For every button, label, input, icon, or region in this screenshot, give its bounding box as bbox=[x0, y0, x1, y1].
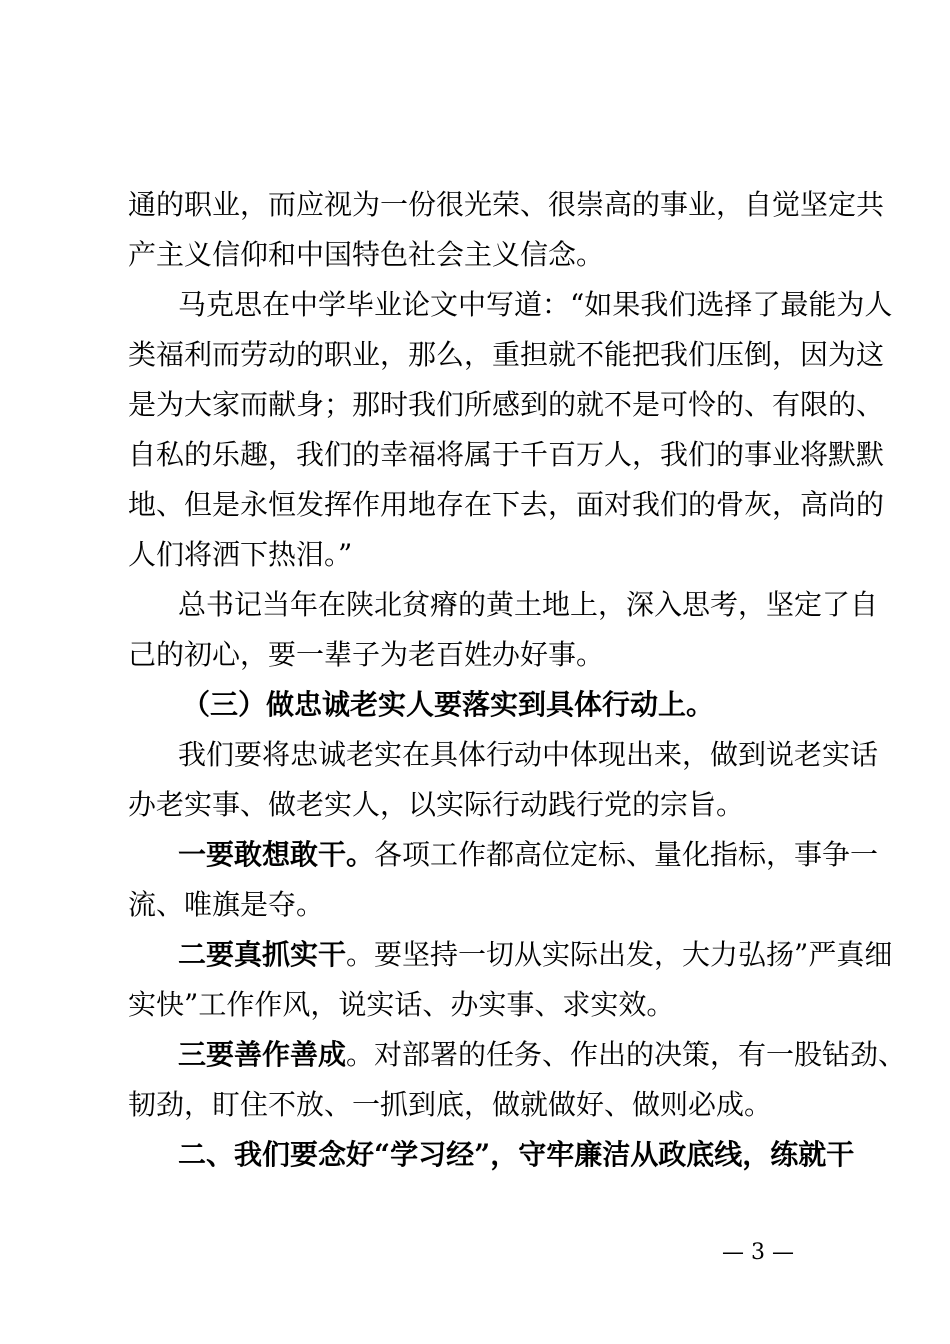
paragraph-line: 实快”工作作风，说实话、办实事、求实效。 bbox=[128, 988, 675, 1021]
paragraph-line bbox=[178, 1037, 906, 1073]
point-heading: 二要真抓实干 bbox=[178, 938, 347, 971]
paragraph-line: 类福利而劳动的职业，那么，重担就不能把我们压倒，因为这 bbox=[128, 338, 885, 371]
paragraph-line: 自私的乐趣，我们的幸福将属于千百万人，我们的事业将默默 bbox=[128, 438, 885, 471]
paragraph-line: 总书记当年在陕北贫瘠的黄土地上，深入思考，坚定了自 bbox=[178, 588, 879, 621]
paragraph-line: 我们要将忠诚老实在具体行动中体现出来，做到说老实话 bbox=[178, 738, 879, 771]
point-text: 。对部署的任务、作出的决策，有一股钻劲、 bbox=[346, 1038, 907, 1071]
section-heading: （三）做忠诚老实人要落实到具体行动上。 bbox=[182, 688, 715, 721]
paragraph-line: 人们将洒下热泪。” bbox=[128, 538, 353, 571]
point-heading: 三要善作善成 bbox=[178, 1038, 347, 1071]
paragraph-line: 韧劲，盯住不放、一抓到底，做就做好、做则必成。 bbox=[128, 1088, 773, 1121]
paragraph-line: 产主义信仰和中国特色社会主义信念。 bbox=[128, 238, 605, 271]
paragraph-line bbox=[178, 937, 892, 973]
point-text: 各项工作都高位定标、量化指标，事争一 bbox=[374, 838, 879, 871]
paragraph-line: 办老实事、做老实人，以实际行动践行党的宗旨。 bbox=[128, 788, 745, 821]
paragraph-line: 通的职业，而应视为一份很光荣、很崇高的事业，自觉坚定共 bbox=[128, 188, 885, 221]
paragraph-line bbox=[178, 837, 878, 873]
point-heading: 一要敢想敢干。 bbox=[178, 838, 375, 871]
page-number: — 3 — bbox=[722, 1240, 794, 1265]
chapter-heading: 二、我们要念好“学习经”，守牢廉洁从政底线，练就干 bbox=[178, 1138, 855, 1171]
paragraph-line: 地、但是永恒发挥作用地存在下去，面对我们的骨灰，高尚的 bbox=[128, 488, 885, 521]
paragraph-line: 马克思在中学毕业论文中写道：“如果我们选择了最能为人 bbox=[178, 288, 893, 321]
point-text: 。要坚持一切从实际出发，大力弘扬”严真细 bbox=[346, 938, 893, 971]
paragraph-line: 流、唯旗是夺。 bbox=[128, 888, 325, 921]
paragraph-line: 己的初心，要一辈子为老百姓办好事。 bbox=[128, 638, 605, 671]
paragraph-line: 是为大家而献身；那时我们所感到的就不是可怜的、有限的、 bbox=[128, 388, 885, 421]
